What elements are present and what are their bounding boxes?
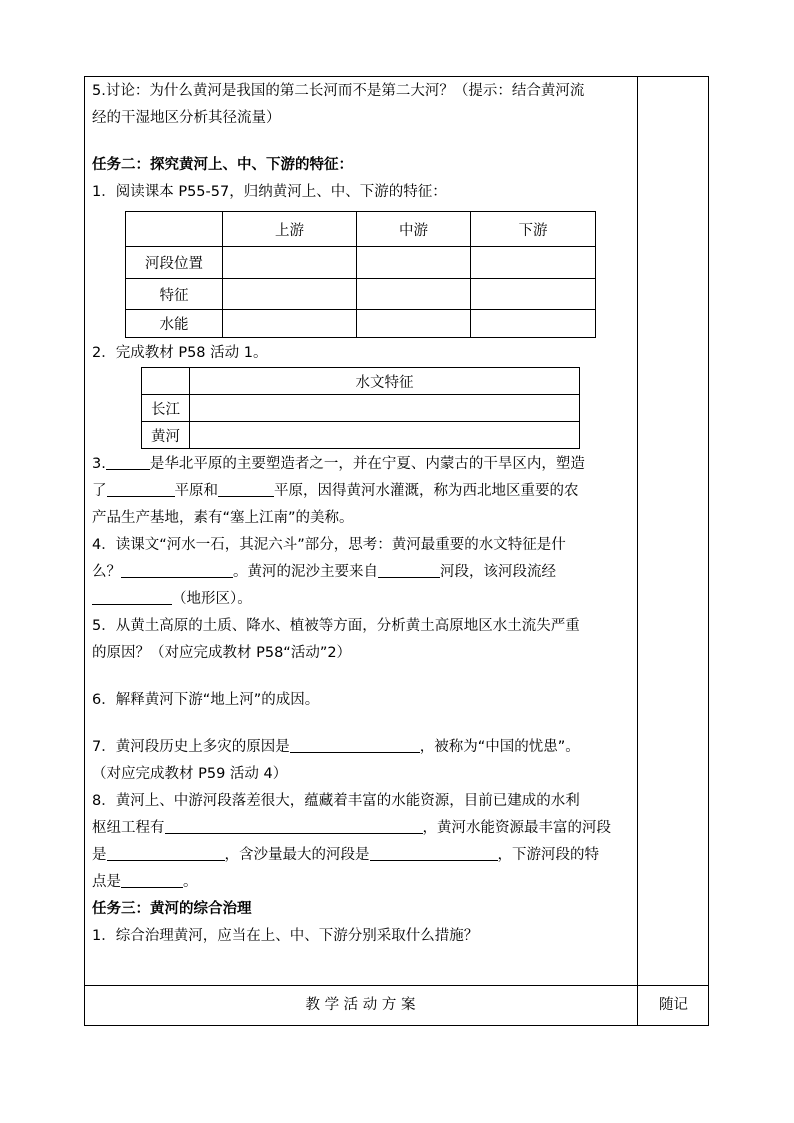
item2: 2．完成教材 P58 活动 1。 [92, 345, 268, 361]
task3-item1: 1．综合治理黄河，应当在上、中、下游分别采取什么措施？ [92, 928, 479, 944]
answer-blank[interactable] [378, 561, 440, 578]
features-table-cell[interactable] [223, 310, 357, 338]
answer-blank[interactable] [121, 871, 183, 888]
features-table-row-label: 特征 [126, 279, 223, 310]
items-3-to-8 [92, 451, 611, 950]
features-table-cell[interactable] [357, 310, 471, 338]
answer-blank[interactable] [107, 844, 225, 861]
answer-blank[interactable] [218, 480, 274, 497]
item4-line2: 么？ 。黄河的泥沙主要来自 河段，该河段流经 [92, 559, 611, 586]
hydrology-table-header: 水文特征 [190, 368, 580, 395]
features-table-corner [126, 212, 223, 247]
answer-blank[interactable] [106, 453, 150, 470]
notes-column-divider [637, 76, 638, 1026]
answer-blank[interactable] [107, 480, 175, 497]
item4-line3: （地形区）。 [92, 586, 611, 613]
features-table-cell[interactable] [223, 247, 357, 279]
q5-line1: 5.讨论：为什么黄河是我国的第二长河而不是第二大河？（提示：结合黄河流 [92, 83, 585, 99]
hydrology-table-corner [142, 368, 190, 395]
footer-plan-label: 教 学 活 动 方 案 [305, 997, 416, 1013]
features-table-header: 下游 [471, 212, 596, 247]
main-content [92, 78, 632, 206]
features-table-cell[interactable] [357, 247, 471, 279]
features-table [125, 211, 596, 338]
task2-heading: 任务二：探究黄河上、中、下游的特征： [92, 157, 353, 173]
answer-blank[interactable] [92, 588, 172, 605]
item4-line1: 4．读课文“河水一石，其泥六斗”部分，思考：黄河最重要的水文特征是什 [92, 537, 566, 553]
features-table-header: 中游 [357, 212, 471, 247]
features-table-cell[interactable] [471, 279, 596, 310]
item6: 6．解释黄河下游“地上河”的成因。 [92, 692, 320, 708]
item1: 1．阅读课本 P55-57，归纳黄河上、中、下游的特征： [92, 184, 447, 200]
item5-line1: 5．从黄土高原的土质、降水、植被等方面，分析黄土高原地区水土流失严重 [92, 618, 580, 634]
item8-line1: 8．黄河上、中游河段落差很大，蕴藏着丰富的水能资源，目前已建成的水利 [92, 793, 580, 809]
item3-line1: 3. 是华北平原的主要塑造者之一，并在宁夏、内蒙古的干旱区内，塑造 [92, 451, 611, 478]
task3-heading: 任务三：黄河的综合治理 [92, 901, 252, 917]
features-table-cell[interactable] [471, 247, 596, 279]
answer-blank[interactable] [165, 817, 423, 834]
answer-blank[interactable] [121, 561, 233, 578]
item8-line3: 是 ，含沙量最大的河段是 ，下游河段的特 [92, 842, 611, 869]
hydrology-table-row-label: 黄河 [142, 422, 190, 449]
features-table-cell[interactable] [223, 279, 357, 310]
answer-blank[interactable] [370, 844, 498, 861]
item3-line3: 产品生产基地，素有“塞上江南”的美称。 [92, 510, 354, 526]
q5-line2: 经的干湿地区分析其径流量） [92, 110, 281, 126]
hydrology-table-cell[interactable] [190, 422, 580, 449]
hydrology-table-cell[interactable] [190, 395, 580, 422]
features-table-header: 上游 [223, 212, 357, 247]
item8-line2: 枢纽工程有 ，黄河水能资源最丰富的河段 [92, 815, 611, 842]
features-table-cell[interactable] [471, 310, 596, 338]
item5-line2: 的原因？（对应完成教材 P58“活动”2） [92, 645, 352, 661]
hydrology-table [141, 367, 580, 449]
item3-line2: 了 平原和 平原，因得黄河水灌溉，称为西北地区重要的农 [92, 478, 611, 505]
features-table-cell[interactable] [357, 279, 471, 310]
hydrology-table-row-label: 长江 [142, 395, 190, 422]
answer-blank[interactable] [290, 736, 420, 753]
footer-notes-label: 随记 [659, 997, 688, 1013]
item8-line4: 点是 。 [92, 869, 611, 896]
features-table-row-label: 河段位置 [126, 247, 223, 279]
item7-line2: （对应完成教材 P59 活动 4） [92, 766, 288, 782]
item7-line1: 7．黄河段历史上多灾的原因是 ，被称为“中国的忧患”。 [92, 734, 611, 761]
features-table-row-label: 水能 [126, 310, 223, 338]
